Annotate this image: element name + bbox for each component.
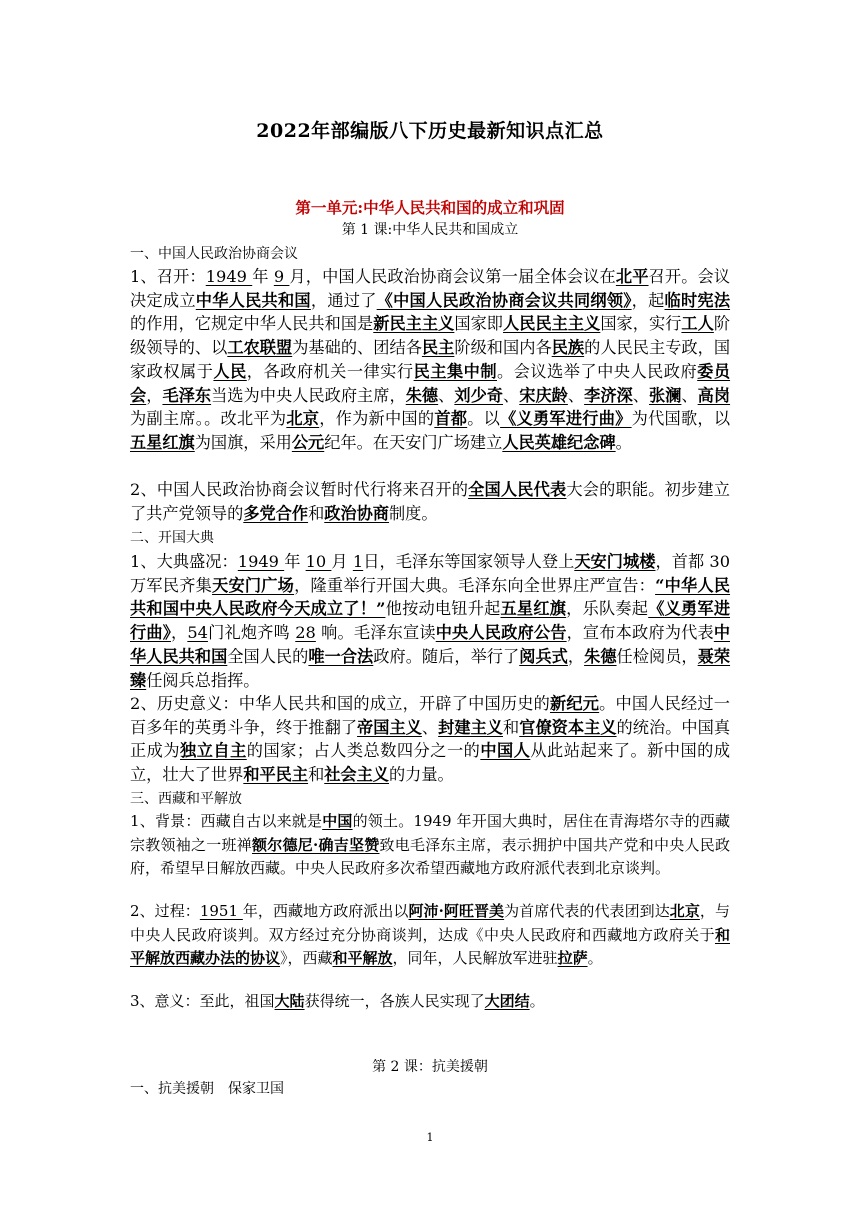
text-run: 为基础的、团结各 bbox=[292, 338, 422, 358]
text-run: 月 bbox=[331, 552, 353, 571]
text-run: 为代国歌，以 bbox=[631, 409, 731, 429]
key-term: 阅兵式 bbox=[519, 646, 568, 666]
key-term: 张澜 bbox=[648, 385, 682, 405]
text-run: ，起 bbox=[631, 290, 665, 310]
text-run: 的统治。中国真正成为 bbox=[130, 717, 731, 761]
key-term: 聂荣臻 bbox=[130, 646, 731, 690]
section-heading-cppcc: 一、中国人民政治协商会议 bbox=[130, 246, 298, 262]
text-run: 当选为中央人民政府主席， bbox=[211, 385, 406, 405]
text-run: 阶级和国内各 bbox=[454, 338, 552, 358]
key-term: 封建主义 bbox=[438, 717, 504, 737]
key-term: 和平解放 bbox=[332, 949, 393, 968]
text-run: 。 bbox=[615, 432, 632, 452]
text-run: 门礼炮齐鸣 bbox=[207, 623, 296, 643]
section-heading-founding-ceremony: 二、开国大典 bbox=[130, 530, 214, 546]
key-term: 毛泽东 bbox=[162, 385, 212, 405]
paragraph-tibet-background bbox=[130, 810, 730, 881]
key-term: 高岗 bbox=[697, 385, 731, 405]
text-run: 。会议选举了中央人民政府 bbox=[497, 361, 698, 381]
paragraph-cppcc-functions bbox=[130, 478, 730, 525]
text-run: 年，西藏地方政府派出以 bbox=[242, 902, 409, 920]
paragraph-ceremony-details bbox=[130, 550, 730, 692]
text-run: 纪年。在天安门广场建立 bbox=[324, 432, 503, 452]
text-run: 的人民民主专政，国家政权属于 bbox=[130, 338, 731, 381]
text-run: 。 bbox=[587, 949, 603, 968]
text-run: 、 bbox=[632, 385, 649, 405]
text-run: 从此站起来了。新中国的成立，壮大了世界 bbox=[130, 741, 731, 785]
text-run: ，各政府机关一律实行 bbox=[246, 361, 414, 381]
key-term: 北京 bbox=[669, 902, 700, 920]
text-run: 制度。 bbox=[389, 503, 438, 523]
document-title: 2022年部编版八下历史最新知识点汇总 bbox=[256, 120, 604, 142]
paragraph-historical-significance bbox=[130, 692, 730, 787]
text-run: 全国人民的 bbox=[227, 646, 309, 666]
text-run: 日，毛泽东等国家领导人登上 bbox=[363, 552, 575, 571]
key-term: 朱德 bbox=[405, 385, 439, 405]
key-term: 刘少奇 bbox=[454, 385, 504, 405]
text-run: 的力量。 bbox=[389, 765, 454, 785]
text-run: 、 bbox=[503, 385, 520, 405]
text-run: ，宣布本政府为代表 bbox=[566, 623, 714, 643]
text-run: 、 bbox=[681, 385, 698, 405]
key-term: 9 bbox=[273, 267, 290, 286]
key-term: 首都 bbox=[434, 409, 468, 429]
key-term: 1949 bbox=[237, 552, 285, 571]
key-term: 公元 bbox=[291, 432, 325, 452]
key-term: 民主集中制 bbox=[413, 361, 497, 381]
key-term: 大陆 bbox=[274, 992, 305, 1010]
key-term: 人民英雄纪念碑 bbox=[502, 432, 616, 452]
key-term: 工农联盟 bbox=[227, 338, 293, 358]
key-term: 新民主主义 bbox=[373, 314, 455, 334]
text-run: 和 bbox=[308, 765, 325, 785]
text-run: 年 bbox=[252, 267, 274, 286]
text-run: 响。毛泽东宣读 bbox=[315, 623, 436, 643]
key-term: 宋庆龄 bbox=[519, 385, 568, 405]
text-run: 。中国人民经过一百多年的英勇斗争，终于推翻了 bbox=[130, 694, 730, 737]
key-term: 人民民主主义 bbox=[503, 314, 601, 334]
text-run: 》，西藏 bbox=[280, 949, 333, 968]
text-run: ，通过了 bbox=[310, 290, 377, 310]
text-run: 他按动电钮升起 bbox=[385, 599, 501, 619]
text-run: 、 bbox=[567, 385, 585, 405]
key-term: 李济深 bbox=[584, 385, 633, 405]
text-run: ，与中央人民政府谈判。双方经过充分协商谈判，达成《中央人民政府和西藏地方政府关于 bbox=[130, 902, 730, 944]
text-run: 为首席代表的代表团到达 bbox=[504, 902, 670, 920]
text-run: 大会的职能。初步建立了共产党领导的 bbox=[130, 480, 730, 523]
text-run: 阶级领导的、以 bbox=[130, 314, 731, 358]
text-run: 、 bbox=[438, 385, 455, 405]
key-term: 中华人民共和国 bbox=[195, 290, 311, 310]
section-heading-tibet: 三、西藏和平解放 bbox=[130, 791, 242, 807]
key-term: 五星红旗 bbox=[130, 432, 195, 452]
text-run: 任检阅员， bbox=[616, 646, 698, 666]
key-term: 额尔德尼·确吉坚赞 bbox=[252, 835, 380, 854]
key-term: 工人 bbox=[681, 314, 714, 334]
key-term: 1949 bbox=[205, 267, 253, 286]
key-term: 1951 bbox=[199, 902, 243, 920]
text-run: ， bbox=[170, 623, 188, 643]
lesson-1-title: 第 1 课:中华人民共和国成立 bbox=[341, 222, 519, 238]
key-term: 天安门广场 bbox=[212, 575, 295, 595]
section-heading-resist-america: 一、抗美援朝 保家卫国 bbox=[130, 1081, 284, 1097]
key-term: 委员会 bbox=[130, 361, 731, 405]
text-run: 国家，实行 bbox=[600, 314, 682, 334]
key-term: 10 bbox=[305, 552, 332, 571]
text-run: ，作为新中国的 bbox=[319, 409, 435, 429]
key-term: 中国人 bbox=[480, 741, 531, 761]
paragraph-tibet-process bbox=[130, 900, 730, 971]
key-term: 新纪元 bbox=[550, 694, 600, 713]
text-run: 。 bbox=[529, 992, 545, 1010]
paragraph-cppcc-convening bbox=[130, 265, 730, 455]
paragraph-tibet-significance bbox=[130, 990, 730, 1014]
key-term: 中华人民共和国 bbox=[130, 623, 730, 666]
text-run: ，隆重举行开国大典。毛泽东向全世界庄严宣告： bbox=[294, 575, 656, 595]
key-term: 阿沛·阿旺晋美 bbox=[408, 902, 505, 920]
key-term: 临时宪法 bbox=[664, 290, 731, 310]
text-run: 为副主席。。改北平为 bbox=[130, 409, 287, 429]
text-run: 1、大典盛况： bbox=[130, 552, 238, 571]
key-term: 中国 bbox=[322, 812, 353, 830]
key-term: 54 bbox=[187, 623, 208, 643]
key-term: 民主 bbox=[421, 338, 455, 358]
key-term: 和平解放西藏办法的协议 bbox=[130, 925, 730, 968]
text-run: ，乐队奏起 bbox=[566, 599, 649, 619]
text-run: 和 bbox=[503, 717, 520, 737]
text-run: ， bbox=[146, 385, 163, 405]
text-run: 为国旗，采用 bbox=[194, 432, 292, 452]
key-term: 全国人民代表 bbox=[468, 480, 567, 499]
text-run: 政府。随后，举行了 bbox=[373, 646, 520, 666]
key-term: 中央人民政府公告 bbox=[435, 623, 567, 643]
text-run: 2、过程： bbox=[130, 902, 200, 920]
key-term: “中华人民共和国中央人民政府今天成立了！” bbox=[130, 575, 731, 619]
text-run: 1、召开： bbox=[130, 267, 206, 286]
key-term: 五星红旗 bbox=[500, 599, 567, 619]
key-term: 官僚资本主义 bbox=[519, 717, 617, 737]
key-term: 《中国人民政治协商会议共同纲领》 bbox=[376, 290, 632, 310]
key-term: 唯一合法 bbox=[308, 646, 374, 666]
lesson-2-title: 第 2 课：抗美援朝 bbox=[372, 1059, 488, 1075]
key-term: 拉萨 bbox=[557, 949, 588, 968]
key-term: 大团结 bbox=[484, 992, 530, 1010]
key-term: 28 bbox=[295, 623, 316, 643]
text-run: 、 bbox=[421, 717, 439, 737]
page-number: 1 bbox=[426, 1131, 434, 1144]
key-term: 北平 bbox=[615, 267, 649, 286]
text-run: 的领土。1949 年开国大典时，居住在青海塔尔寺的西藏宗教领袖之一班禅 bbox=[130, 812, 730, 854]
key-term: 朱德 bbox=[584, 646, 617, 666]
key-term: 天安门城楼 bbox=[574, 552, 656, 571]
text-run: 1、背景：西藏自古以来就是 bbox=[130, 812, 323, 830]
key-term: 人民 bbox=[213, 361, 247, 381]
key-term: 《义勇军进行曲》 bbox=[130, 599, 731, 643]
text-run: 。以 bbox=[467, 409, 501, 429]
text-run: ，同年，人民解放军进驻 bbox=[392, 949, 558, 968]
key-term: 1 bbox=[352, 552, 364, 571]
text-run: 2、中国人民政治协商会议暂时代行将来召开的 bbox=[130, 480, 469, 499]
text-run: 和 bbox=[308, 503, 325, 523]
unit-title: 第一单元:中华人民共和国的成立和巩固 bbox=[295, 198, 565, 217]
key-term: 民族 bbox=[551, 338, 585, 358]
text-run: ， bbox=[567, 646, 585, 666]
text-run: 2、历史意义：中华人民共和国的成立，开辟了中国历史的 bbox=[130, 694, 550, 713]
text-run: 国家即 bbox=[454, 314, 504, 334]
text-run: 召开。会议决定成立 bbox=[130, 267, 731, 310]
key-term: 多党合作 bbox=[243, 503, 309, 523]
key-term: 独立自主 bbox=[180, 741, 247, 761]
key-term: 《义勇军进行曲》 bbox=[500, 409, 632, 429]
text-run: 致电毛泽东主席，表示拥护中国共产党和中央人民政府，希望早日解放西藏。中央人民政府多次希望西藏地方政府派代表到北京谈判。 bbox=[130, 835, 730, 878]
text-run: 获得统一，各族人民实现了 bbox=[304, 992, 485, 1010]
key-term: 和平民主 bbox=[243, 765, 309, 785]
key-term: 北京 bbox=[286, 409, 320, 429]
text-run: 月，中国人民政治协商会议第一届全体会议在 bbox=[289, 267, 616, 286]
text-run: 的作用，它规定中华人民共和国是 bbox=[130, 314, 374, 334]
key-term: 社会主义 bbox=[324, 765, 389, 785]
text-run: 的国家；占人类总数四分之一的 bbox=[246, 741, 481, 761]
key-term: 政治协商 bbox=[324, 503, 389, 523]
text-run: 3、意义：至此，祖国 bbox=[130, 992, 275, 1010]
text-run: 任阅兵总指挥。 bbox=[146, 670, 260, 690]
key-term: 帝国主义 bbox=[357, 717, 422, 737]
text-run: 年 bbox=[284, 552, 306, 571]
text-run: ，首都 30 万军民齐集 bbox=[130, 552, 731, 595]
